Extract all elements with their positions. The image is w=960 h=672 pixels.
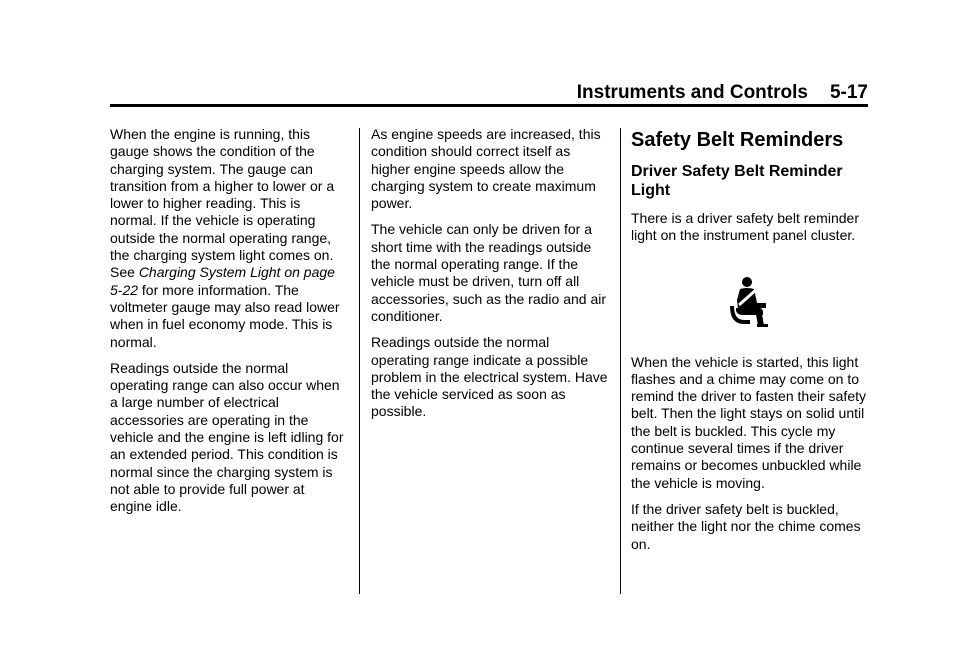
subsection-heading: Driver Safety Belt Reminder Light bbox=[631, 163, 843, 199]
column-2 bbox=[371, 126, 609, 430]
cross-reference-link[interactable]: Charging System Light on page 5-22 bbox=[110, 264, 335, 298]
section-title: Instruments and Controls bbox=[576, 82, 808, 103]
seatbelt-reminder-icon bbox=[726, 276, 776, 328]
column-1 bbox=[110, 126, 348, 525]
column-divider bbox=[620, 128, 621, 594]
column-3 bbox=[631, 128, 871, 562]
paragraph: When the vehicle is started, this light flashes and a chime may come on to remind the driver to fasten their safety belt. Then the light stays on solid until the belt is buckled. This cycle my continue several times if the driver remains or becomes unbuckled while the vehicle is moving. bbox=[631, 353, 866, 491]
paragraph: Readings outside the normal operating range indicate a possible problem in the electrical system. Have the vehicle serviced as soon as possible. bbox=[371, 334, 608, 420]
column-divider bbox=[359, 128, 360, 594]
paragraph: Readings outside the normal operating range can also occur when a large number of electrical accessories are operating in the vehicle and the engine is left idling for an extended period. This condition is normal since the charging system is not able to provide full power at engine idle. bbox=[110, 359, 344, 515]
paragraph: The vehicle can only be driven for a short time with the readings outside the normal operating range. If the vehicle must be driven, turn off all accessories, such as the radio and air conditioner. bbox=[371, 221, 607, 324]
section-heading: Safety Belt Reminders bbox=[631, 129, 844, 151]
header-rule bbox=[110, 104, 868, 107]
page-number: 5-17 bbox=[829, 82, 868, 103]
paragraph: As engine speeds are increased, this condition should correct itself as higher engine speeds allow the charging system to create maximum power. bbox=[371, 126, 601, 212]
paragraph: If the driver safety belt is buckled, neither the light nor the chime comes on. bbox=[631, 500, 861, 552]
paragraph: There is a driver safety belt reminder light on the instrument panel cluster. bbox=[631, 210, 859, 244]
paragraph: When the engine is running, this gauge shows the condition of the charging system. The gauge can transition from a higher to lower or a lower to higher reading. This is normal. If the vehicle is operating outside the normal operating range, the charging system light comes on. See Charging System Light on page 5-22 for more information. The voltmeter gauge may also read lower when in fuel economy mode. This is normal. bbox=[110, 126, 340, 350]
